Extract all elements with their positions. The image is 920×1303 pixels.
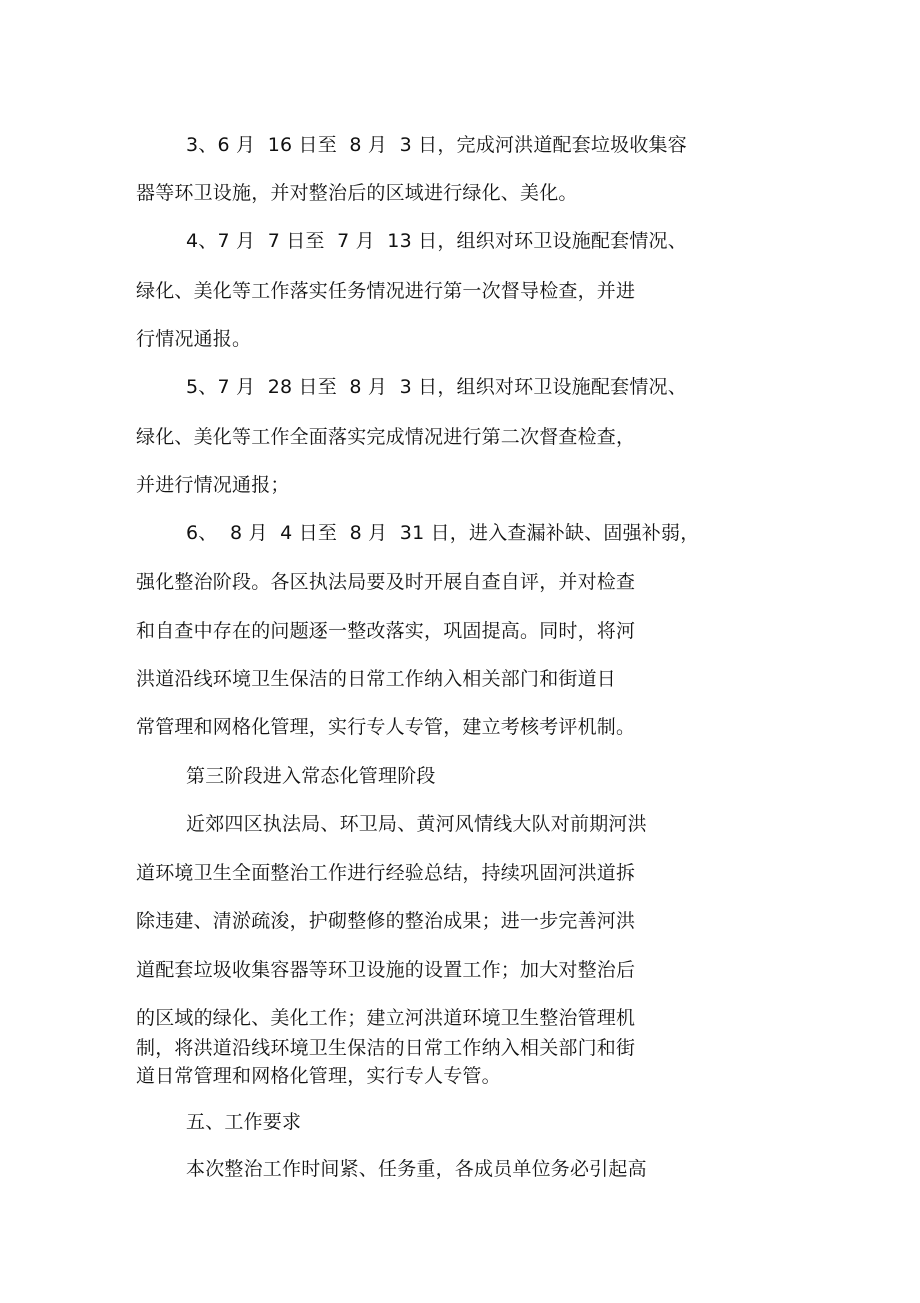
- text-line: 和自查中存在的问题逐一整改落实，巩固提高。同时，将河: [136, 620, 636, 642]
- text-line: 器等环卫设施，并对整治后的区域进行绿化、美化。: [136, 182, 578, 204]
- text-line: 行情况通报。: [136, 328, 252, 350]
- text-line: 道环境卫生全面整治工作进行经验总结，持续巩固河洪道拆: [136, 862, 636, 884]
- text-line: 强化整治阶段。各区执法局要及时开展自查自评，并对检查: [136, 571, 636, 593]
- text-line: 制，将洪道沿线环境卫生保洁的日常工作纳入相关部门和街: [136, 1037, 636, 1059]
- section-heading: 五、工作要求: [186, 1111, 302, 1133]
- text-line: 4、7 月 7 日至 7 月 13 日，组织对环卫设施配套情况、: [186, 230, 687, 252]
- text-line: 道日常管理和网格化管理，实行专人专管。: [136, 1065, 501, 1087]
- text-line: 6、 8 月 4 日至 8 月 31 日，进入查漏补缺、固强补弱，: [186, 522, 700, 544]
- text-line: 3、6 月 16 日至 8 月 3 日，完成河洪道配套垃圾收集容: [186, 134, 687, 156]
- text-line: 并进行情况通报；: [136, 474, 290, 496]
- text-line: 洪道沿线环境卫生保洁的日常工作纳入相关部门和街道日: [136, 668, 617, 690]
- text-line: 5、7 月 28 日至 8 月 3 日，组织对环卫设施配套情况、: [186, 376, 687, 398]
- text-line: 绿化、美化等工作全面落实完成情况进行第二次督查检查，: [136, 426, 636, 448]
- text-line: 的区域的绿化、美化工作；建立河洪道环境卫生整治管理机: [136, 1007, 636, 1029]
- section-heading: 第三阶段进入常态化管理阶段: [186, 765, 436, 787]
- text-line: 道配套垃圾收集容器等环卫设施的设置工作；加大对整治后: [136, 959, 636, 981]
- text-line: 本次整治工作时间紧、任务重，各成员单位务必引起高: [186, 1158, 647, 1180]
- text-line: 近郊四区执法局、环卫局、黄河风情线大队对前期河洪: [186, 813, 647, 835]
- text-line: 绿化、美化等工作落实任务情况进行第一次督导检查，并进: [136, 280, 636, 302]
- text-line: 除违建、清淤疏浚，护砌整修的整治成果；进一步完善河洪: [136, 910, 636, 932]
- text-line: 常管理和网格化管理，实行专人专管，建立考核考评机制。: [136, 716, 636, 738]
